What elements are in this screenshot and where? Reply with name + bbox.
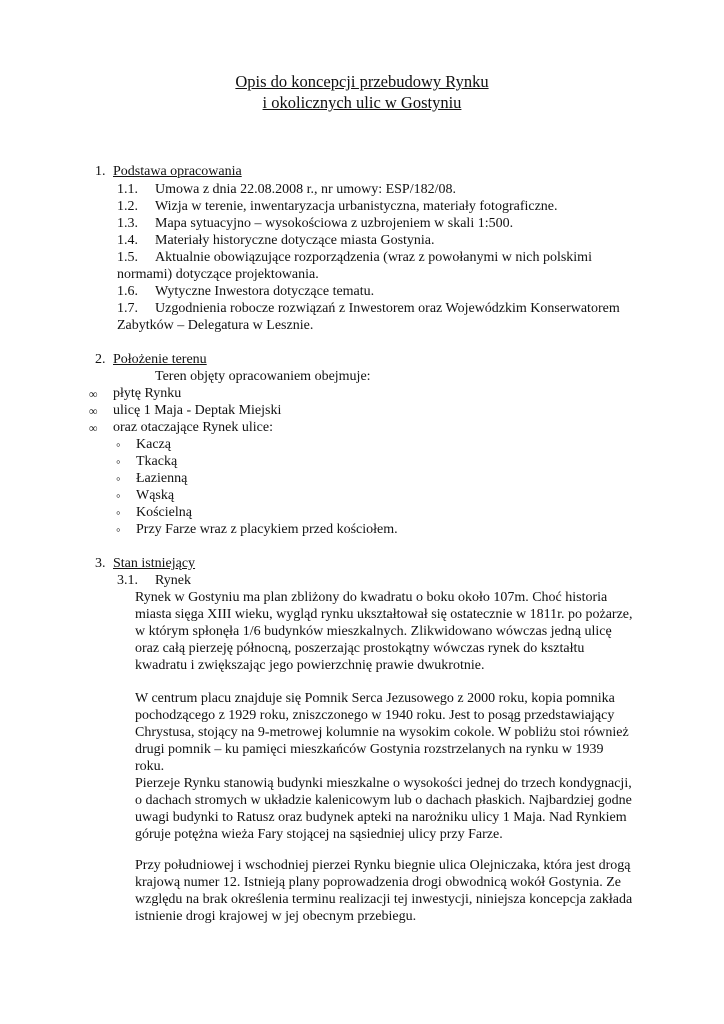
item-1-1-text: Umowa z dnia 22.08.2008 r., nr umowy: ESP/182/08. <box>155 182 456 197</box>
bullet-item: ulicę 1 Maja - Deptak Miejski <box>113 403 282 418</box>
bullet-item: płytę Rynku <box>113 386 182 401</box>
item-1-7-num: 1.7. <box>117 301 138 316</box>
section3-heading: Stan istniejący <box>113 556 196 571</box>
bullet-infinity-icon: ∞ <box>89 387 98 401</box>
street-item: Wąską <box>136 488 175 503</box>
item-1-6-text: Wytyczne Inwestora dotyczące tematu. <box>155 284 375 299</box>
item-1-5-num: 1.5. <box>117 250 138 265</box>
section2-intro: Teren objęty opracowaniem obejmuje: <box>155 369 371 384</box>
item-1-5-continuation: normami) dotyczące projektowania. <box>117 267 319 282</box>
subsection-3-1-heading: Rynek <box>155 573 191 588</box>
street-item: Tkacką <box>136 454 178 469</box>
document-title-line2: i okolicznych ulic w Gostyniu <box>262 93 462 112</box>
item-1-3-num: 1.3. <box>117 216 138 231</box>
bullet-infinity-icon: ∞ <box>89 421 98 435</box>
item-1-2-text: Wizja w terenie, inwentaryzacja urbanistyczna, materiały fotograficzne. <box>155 199 558 214</box>
item-1-3-text: Mapa sytuacyjno – wysokościowa z uzbrojeniem w skali 1:500. <box>155 216 514 231</box>
item-1-7-continuation: Zabytków – Delegatura w Lesznie. <box>117 318 314 333</box>
bullet-item: oraz otaczające Rynek ulice: <box>113 420 273 435</box>
item-1-2-num: 1.2. <box>117 199 138 214</box>
subsection-3-1-num: 3.1. <box>117 573 138 588</box>
circle-bullet-icon: ◦ <box>116 488 121 503</box>
section2-number: 2. <box>95 352 106 367</box>
street-item: Kościelną <box>136 505 192 520</box>
street-item: Łazienną <box>136 471 188 486</box>
item-1-1-num: 1.1. <box>117 182 138 197</box>
item-1-4-text: Materiały historyczne dotyczące miasta Gostynia. <box>155 233 435 248</box>
item-1-7-text: Uzgodnienia robocze rozwiązań z Inwestorem oraz Wojewódzkim Konserwatorem <box>155 301 620 316</box>
circle-bullet-icon: ◦ <box>116 454 121 469</box>
document-title-line1: Opis do koncepcji przebudowy Rynku <box>235 72 489 91</box>
section1-number: 1. <box>95 164 106 179</box>
section1-heading: Podstawa opracowania <box>113 164 242 179</box>
street-item: Przy Farze wraz z placykiem przed kościołem. <box>136 522 398 537</box>
circle-bullet-icon: ◦ <box>116 471 121 486</box>
item-1-6-num: 1.6. <box>117 284 138 299</box>
street-item: Kaczą <box>136 437 171 452</box>
section3-number: 3. <box>95 556 106 571</box>
section2-heading: Położenie terenu <box>113 352 207 367</box>
item-1-4-num: 1.4. <box>117 233 138 248</box>
circle-bullet-icon: ◦ <box>116 522 121 537</box>
item-1-5-text: Aktualnie obowiązujące rozporządzenia (wraz z powołanymi w nich polskimi <box>155 250 592 265</box>
circle-bullet-icon: ◦ <box>116 437 121 452</box>
bullet-infinity-icon: ∞ <box>89 404 98 418</box>
circle-bullet-icon: ◦ <box>116 505 121 520</box>
